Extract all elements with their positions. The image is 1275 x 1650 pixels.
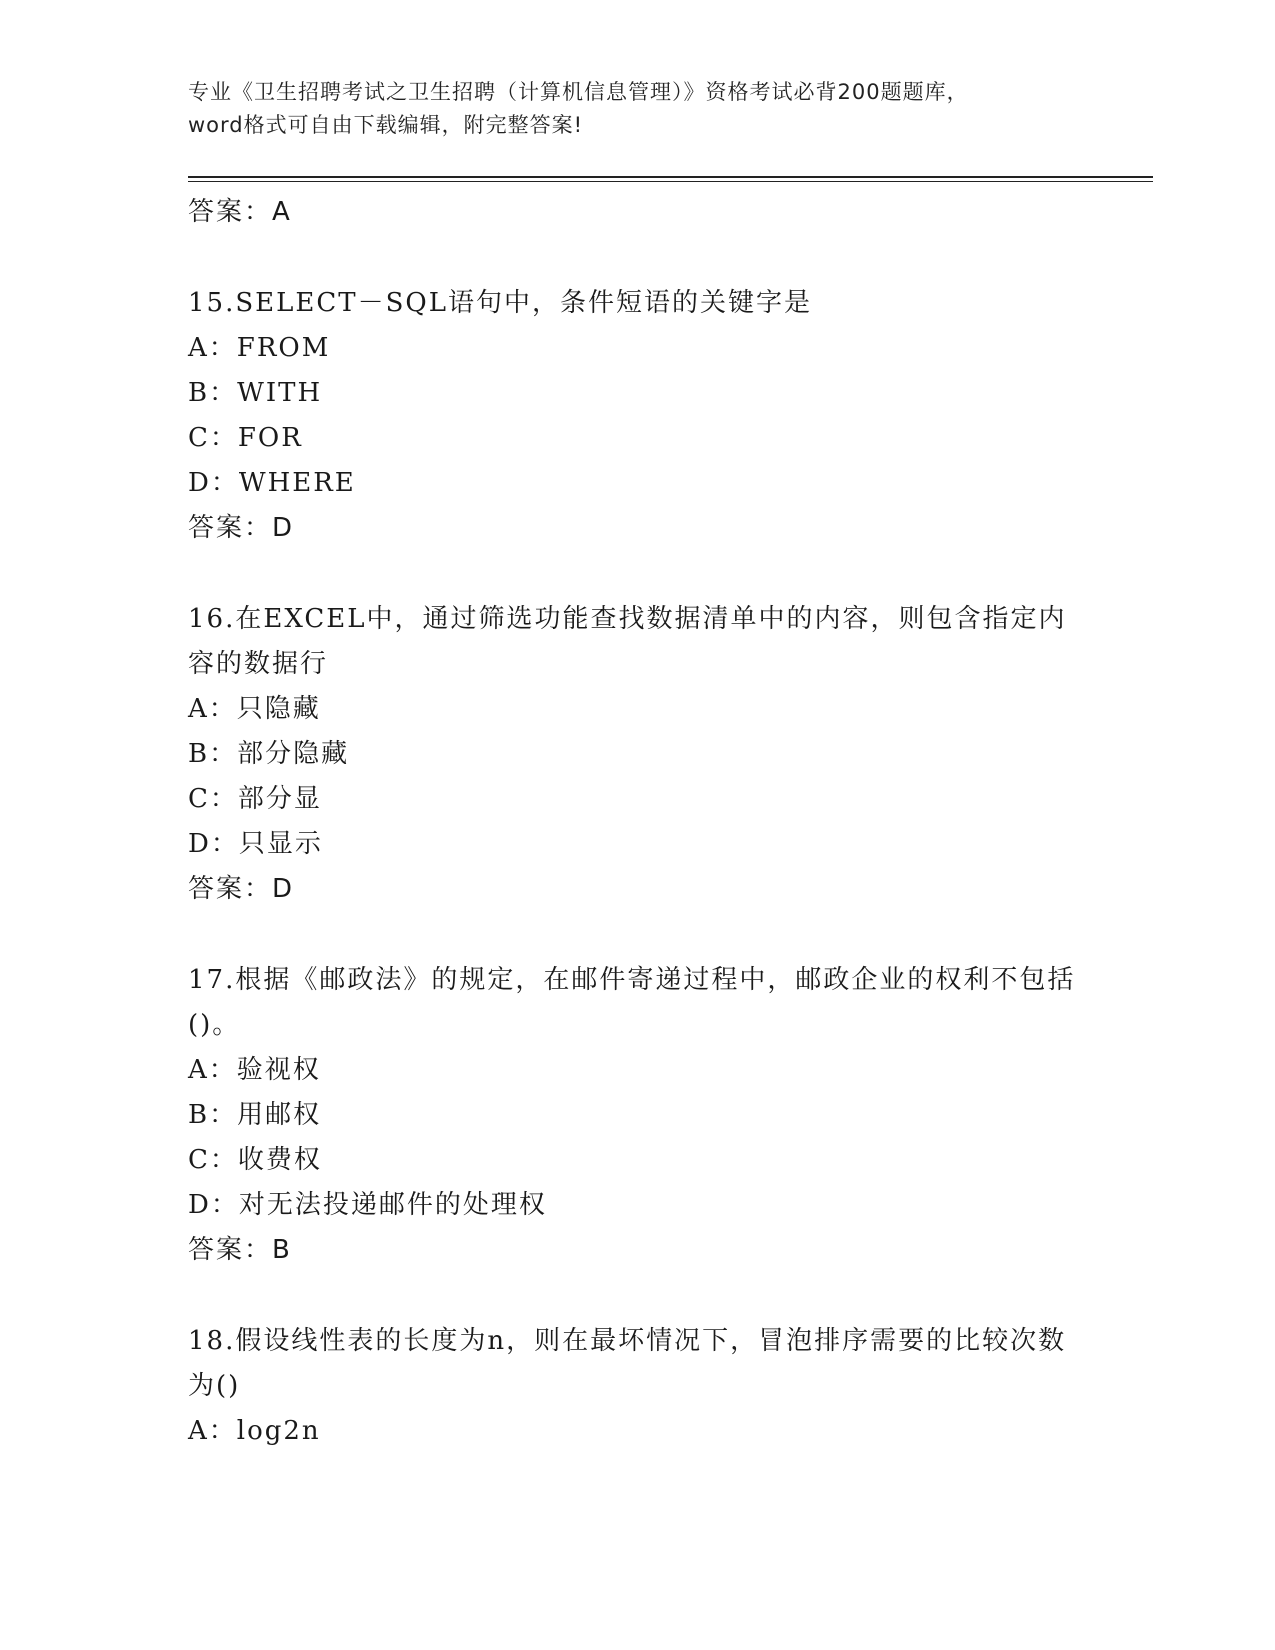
option-d: D：WHERE: [188, 468, 356, 498]
question-item: [188, 281, 1088, 551]
header-divider-thin: [188, 181, 1153, 182]
question-item: [188, 597, 1088, 912]
option-d: D：对无法投递邮件的处理权: [188, 1190, 547, 1220]
answer-line: 答案：D: [188, 874, 295, 904]
option-c: C：FOR: [188, 423, 303, 453]
option-b: B：WITH: [188, 378, 323, 408]
option-a: A：只隐藏: [188, 694, 321, 724]
option-a: A：验视权: [188, 1055, 321, 1085]
answer-line: 答案：B: [188, 1235, 292, 1265]
option-d: D：只显示: [188, 829, 323, 859]
document-header: [188, 76, 1088, 142]
option-a: A：log2n: [188, 1416, 321, 1446]
header-divider-thick: [188, 176, 1153, 178]
question-stem: 16.在EXCEL中，通过筛选功能查找数据清单中的内容，则包含指定内容的数据行: [188, 604, 1067, 679]
answer-line: 答案：A: [188, 197, 292, 227]
question-stem: 15.SELECT－SQL语句中，条件短语的关键字是: [188, 288, 813, 318]
question-stem: 17.根据《邮政法》的规定，在邮件寄递过程中，邮政企业的权利不包括()。: [188, 965, 1076, 1040]
question-item: [188, 1319, 1088, 1454]
answer-line: 答案：D: [188, 513, 295, 543]
question-stem: 18.假设线性表的长度为n，则在最坏情况下，冒泡排序需要的比较次数为(): [188, 1326, 1067, 1401]
header-line-1: 专业《卫生招聘考试之卫生招聘（计算机信息管理）》资格考试必背200题题库，: [188, 80, 969, 104]
question-item: [188, 958, 1088, 1273]
option-b: B：部分隐藏: [188, 739, 350, 769]
option-c: C：收费权: [188, 1145, 322, 1175]
option-b: B：用邮权: [188, 1100, 322, 1130]
header-line-2: word格式可自由下载编辑，附完整答案!: [188, 113, 584, 137]
option-c: C：部分显: [188, 784, 322, 814]
question-list: [188, 190, 1088, 1454]
option-a: A：FROM: [188, 333, 331, 363]
